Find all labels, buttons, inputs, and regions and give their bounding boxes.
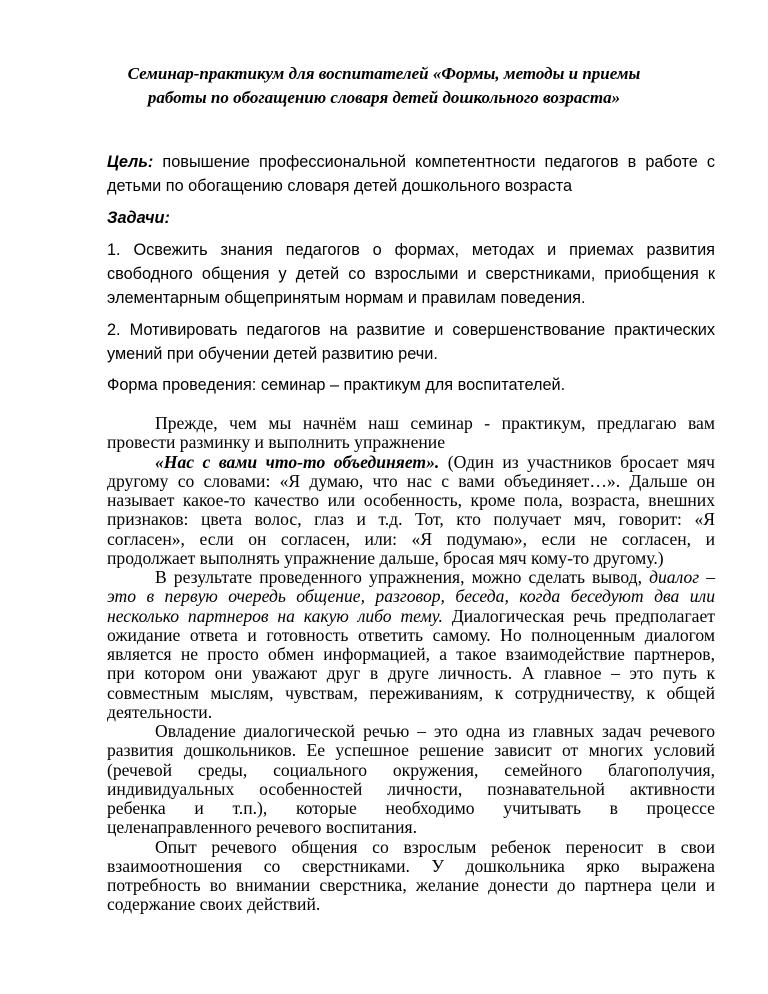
exercise-title: «Нас с вами что-то объединяет». [155,451,440,472]
document-title [110,62,658,110]
exercise-line-1: (Один из участников бросает мяч [439,451,715,472]
exercise-line-6: продолжает выполнять упражнение дальше, бросая мяч кому-то другому.) [107,547,664,568]
goal-text-line-1: повышение профессиональной компетентности педагогов в работе с [153,153,715,171]
experience-line-3: потребность во внимании сверстника, желание донести до партнера цели и [107,875,715,895]
exercise-line-3: называет какое-то качество или особенность, кроме пола, возраста, внешних [107,490,715,510]
result-line-4: ожидание ответа и готовность ответить самому. Но полноценным диалогом [107,624,715,645]
main-text [107,414,715,915]
task-2-line-2: умений при обучении детей развитию речи. [107,345,438,363]
goal-label: Цель: [107,153,154,171]
result-line-1-plain: В результате проведенного упражнения, можно сделать вывод, [155,567,650,587]
title-line-2: работы по обогащению словаря детей дошкольного возраста» [147,88,621,107]
task-1-line-1: 1. Освежить знания педагогов о формах, методах и приемах развития [107,241,715,259]
title-line-1: Семинар-практикум для воспитателей «Формы, методы и приемы [127,64,641,83]
mastery-line-1: Овладение диалогической речью – это одна из главных задач речевого [155,721,715,741]
experience-line-1: Опыт речевого общения со взрослым ребенок переносит в свои [155,836,715,857]
mastery-line-5: ребенка и т.п.), которые необходимо учитывать в процессе [107,798,715,818]
tasks-heading-block [107,206,715,230]
task-1-line-3: элементарным общепринятым нормам и правилам поведения. [107,289,586,307]
form-line: Форма проведения: семинар – практикум для воспитателей. [107,376,566,394]
result-line-8: деятельности. [107,701,213,722]
intro-line-2: провести разминку и выполнить упражнение [107,432,446,453]
form-of-conduct [107,373,715,397]
task-1 [107,238,715,310]
result-line-3-italic: несколько партнеров на какую либо тему. [107,605,443,626]
mastery-line-4: индивидуальных особенностей личности, познавательной активности [107,778,715,799]
result-line-3-plain: Диалогическая речь предполагает [442,605,715,626]
result-line-7: совместным мыслям, чувствам, переживаниям, к сотрудничеству, к общей [107,682,715,703]
experience-line-4: содержание своих действий. [107,894,321,915]
task-1-line-2: свободного общения у детей со взрослыми и сверстниками, приобщения к [107,265,715,283]
experience-line-2: взаимоотношения со сверстниками. У дошкольника ярко выражена [107,855,715,876]
task-2-line-1: 2. Мотивировать педагогов на развитие и совершенствование практических [107,321,715,339]
result-line-2: это в первую очередь общение, разговор, беседа, когда беседуют два или [107,586,715,607]
result-line-6: при котором они уважают друг в друге личность. А главное – это путь к [107,663,715,684]
mastery-line-6: целенаправленного речевого воспитания. [107,817,417,838]
exercise-line-5: согласен», если он согласен, или: «Я подумаю», если не согласен, и [107,528,715,549]
goal-paragraph [107,150,715,198]
mastery-line-2: развития дошкольников. Ее успешное решение зависит от многих условий [107,740,715,761]
mastery-line-3: (речевой среды, социального окружения, семейного благополучия, [107,759,715,780]
result-line-1-italic: диалог – [649,567,715,587]
intro-line-1: Прежде, чем мы начнём наш семинар - практикум, предлагаю вам [155,413,715,433]
goal-text-line-2: детьми по обогащению словаря детей дошкольного возраста [107,177,573,195]
exercise-line-4: признаков: цвета волос, глаз и т.д. Тот, кто получает мяч, говорит: «Я [107,509,715,530]
task-2 [107,318,715,366]
result-line-5: является не просто обмен информацией, а такое взаимодействие партнеров, [107,644,715,664]
exercise-line-2: другому со словами: «Я думаю, что нас с вами объединяет…». Дальше он [107,470,715,491]
tasks-heading: Задачи: [107,209,170,227]
